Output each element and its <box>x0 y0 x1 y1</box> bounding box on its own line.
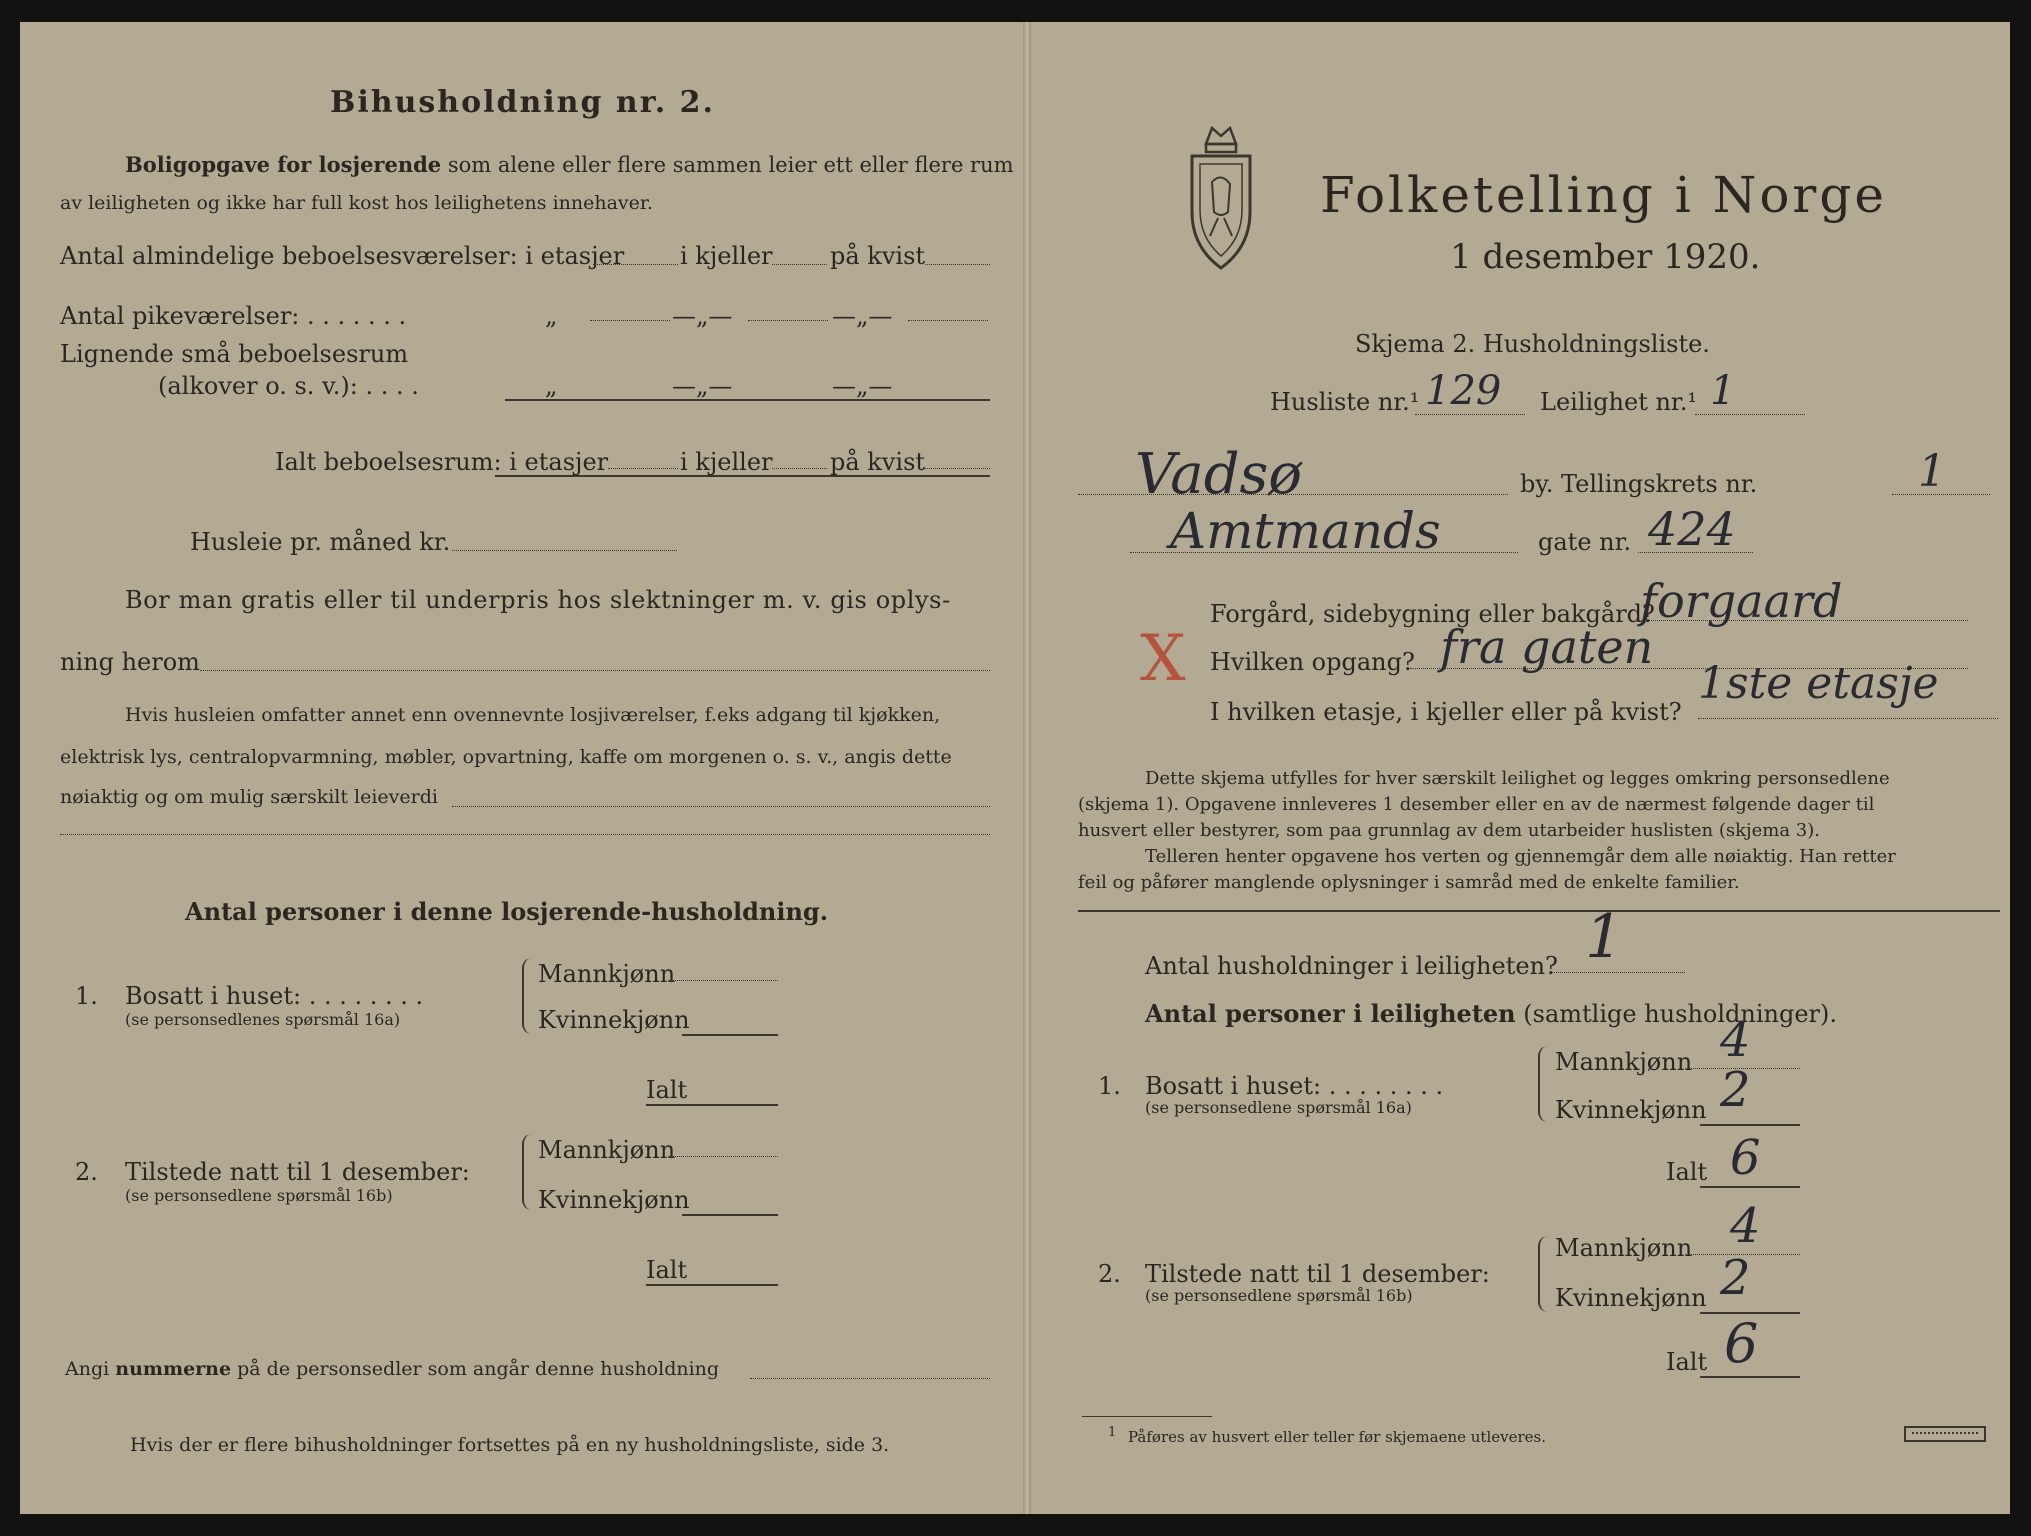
left-q2-kvinne-line[interactable] <box>682 1214 778 1216</box>
husleie-line[interactable] <box>452 550 677 551</box>
angi-line-fill[interactable] <box>750 1378 990 1379</box>
hvis-line-extra[interactable] <box>60 834 990 835</box>
angi-pre: Angi <box>65 1358 110 1380</box>
census-form-sheet <box>20 22 2010 1514</box>
right-q1-brace <box>1538 1046 1550 1122</box>
right-q2-ialt: Ialt <box>1666 1348 1708 1376</box>
left-personer-heading: Antal personer i denne losjerende-husholdning. <box>185 897 829 926</box>
hvis-line-1: Hvis husleien omfatter annet enn ovennevnte losjiværelser, f.eks adgang til kjøkken, <box>125 704 941 726</box>
pike-dash-2: —„— <box>832 302 893 330</box>
opgang-label: Hvilken opgang? <box>1210 648 1415 676</box>
rooms-kvist-line[interactable] <box>925 264 990 265</box>
left-q1-label: Bosatt i huset: . . . . . . . . <box>125 982 424 1010</box>
town-value: Vadsø <box>1135 442 1302 507</box>
info-line-1: Dette skjema utfylles for hver særskilt leilighet og legges omkring personsedlene <box>1145 768 1890 789</box>
right-q2-ialt-line[interactable] <box>1700 1376 1800 1378</box>
ialt-kvist: på kvist <box>830 448 926 476</box>
ialt-rooms-label: Ialt beboelsesrum: i etasjer <box>275 448 609 476</box>
right-q2-label: Tilstede natt til 1 desember: <box>1145 1260 1490 1288</box>
rooms-etasjer-line[interactable] <box>593 264 678 265</box>
hush-label: Antal husholdninger i leiligheten? <box>1145 952 1558 980</box>
ialt-kjeller: i kjeller <box>680 448 773 476</box>
opgang-value: fra gaten <box>1440 620 1654 674</box>
hush-line[interactable] <box>1550 972 1685 973</box>
etasje-label: I hvilken etasje, i kjeller eller på kvist? <box>1210 698 1682 726</box>
ialt-kjeller-line[interactable] <box>772 468 827 469</box>
lignende-ditto: „ <box>545 372 558 400</box>
forgaard-label: Forgård, sidebygning eller bakgård? <box>1210 600 1655 628</box>
intro-bold: Boligopgave for losjerende <box>125 152 442 177</box>
footnote-text: Påføres av husvert eller teller før skjemaene utleveres. <box>1128 1428 1546 1446</box>
husleie-label: Husleie pr. måned kr. <box>190 528 451 556</box>
coat-of-arms-icon <box>1188 122 1254 272</box>
left-footer: Hvis der er flere bihusholdninger fortsettes på en ny husholdningsliste, side 3. <box>130 1434 890 1456</box>
right-q1-mann: Mannkjønn <box>1555 1048 1693 1076</box>
left-q1-sub: (se personsedlenes spørsmål 16a) <box>125 1010 401 1029</box>
left-q1-mann-line[interactable] <box>668 980 778 981</box>
right-page-husholdningsliste <box>1030 22 2010 1514</box>
info-line-3: husvert eller bestyrer, som paa grunnlag av dem utarbeider huslisten (skjema 3). <box>1078 820 1820 841</box>
etasje-line[interactable] <box>1698 718 1998 719</box>
left-q2-brace <box>522 1134 534 1210</box>
ialt-kvist-line[interactable] <box>925 468 990 469</box>
info-divider <box>1078 910 2000 912</box>
street-value: Amtmands <box>1170 502 1441 560</box>
ialt-etasjer-line[interactable] <box>608 468 678 469</box>
pike-line-2[interactable] <box>748 320 828 321</box>
lignende-dash-2: —„— <box>832 372 893 400</box>
by-label: by. Tellingskrets nr. <box>1520 470 1758 498</box>
lignende-underline <box>505 399 990 401</box>
left-q1-kvinne-line[interactable] <box>682 1034 778 1036</box>
left-q1-mann: Mannkjønn <box>538 960 676 988</box>
footnote-rule <box>1082 1416 1212 1417</box>
right-q1-num: 1. <box>1098 1072 1121 1100</box>
hvis-line-2: elektrisk lys, centralopvarmning, møbler, opvartning, kaffe om morgenen o. s. v., angis dette <box>60 746 952 768</box>
right-q1-sub: (se personsedlene spørsmål 16a) <box>1145 1098 1412 1117</box>
lignende-label-2: (alkover o. s. v.): . . . . <box>158 372 419 400</box>
right-q1-ialt: Ialt <box>1666 1158 1708 1186</box>
right-q2-sub: (se personsedlene spørsmål 16b) <box>1145 1286 1413 1305</box>
gratis-line-2: ning herom <box>60 648 200 676</box>
left-q2-num: 2. <box>75 1158 98 1186</box>
pers-rest: (samtlige husholdninger). <box>1523 1000 1838 1028</box>
right-title: Folketelling i Norge <box>1320 166 1887 224</box>
gratis-line-1: Bor man gratis eller til underpris hos slektninger m. v. gis oplys- <box>125 586 951 614</box>
street-line[interactable] <box>1130 552 1518 553</box>
pike-line-3[interactable] <box>908 320 988 321</box>
left-q2-ialt-line[interactable] <box>646 1284 778 1286</box>
right-q2-kvinne: Kvinnekjønn <box>1555 1284 1707 1312</box>
right-q1-kvinne-value: 2 <box>1720 1062 1751 1118</box>
krets-value: 1 <box>1918 446 1946 497</box>
leilighet-value: 1 <box>1710 368 1736 414</box>
left-q2-ialt: Ialt <box>646 1256 688 1284</box>
left-q1-kvinne: Kvinnekjønn <box>538 1006 690 1034</box>
info-line-4: Telleren henter opgavene hos verten og gjennemgår dem alle nøiaktig. Han retter <box>1145 846 1896 867</box>
angi-post: på de personsedler som angår denne husholdning <box>237 1358 720 1380</box>
pike-label: Antal pikeværelser: . . . . . . . <box>60 302 407 330</box>
right-q2-num: 2. <box>1098 1260 1121 1288</box>
left-q2-label: Tilstede natt til 1 desember: <box>125 1158 470 1186</box>
leilighet-line[interactable] <box>1695 414 1805 415</box>
skjema-label: Skjema 2. Husholdningsliste. <box>1355 330 1710 358</box>
angi-line <box>65 1360 719 1379</box>
left-q1-ialt: Ialt <box>646 1076 688 1104</box>
hush-value: 1 <box>1585 902 1624 972</box>
forgaard-value: forgaard <box>1640 574 1843 628</box>
left-q1-ialt-line[interactable] <box>646 1104 778 1106</box>
left-page-bihusholdning <box>20 22 1025 1514</box>
pers-bold: Antal personer i leiligheten <box>1145 999 1516 1028</box>
intro-rest: som alene eller flere sammen leier ett eller flere rum <box>447 153 1014 177</box>
right-q1-mann-value: 4 <box>1720 1012 1751 1068</box>
town-line[interactable] <box>1078 494 1508 495</box>
right-q2-kvinne-value: 2 <box>1720 1250 1751 1306</box>
left-q2-kvinne: Kvinnekjønn <box>538 1186 690 1214</box>
right-q2-ialt-value: 6 <box>1724 1312 1759 1375</box>
gratis-line[interactable] <box>200 670 990 671</box>
info-line-5: feil og påfører manglende oplysninger i samråd med de enkelte familier. <box>1078 872 1740 893</box>
angi-bold: nummerne <box>115 1358 232 1380</box>
footnote-num: 1 <box>1108 1425 1117 1440</box>
hvis-line[interactable] <box>452 806 990 807</box>
left-q1-num: 1. <box>75 982 98 1010</box>
lignende-label-1: Lignende små beboelsesrum <box>60 340 409 368</box>
husliste-value: 129 <box>1425 368 1502 414</box>
rooms-kjeller-line[interactable] <box>772 264 827 265</box>
right-q1-kvinne: Kvinnekjønn <box>1555 1096 1707 1124</box>
rooms-kjeller: i kjeller <box>680 242 773 270</box>
pike-ditto: „ <box>545 302 558 330</box>
husliste-label: Husliste nr.¹ <box>1270 388 1420 416</box>
printer-stamp-icon <box>1904 1426 1986 1442</box>
right-q1-ialt-value: 6 <box>1730 1130 1761 1186</box>
gate-label: gate nr. <box>1538 528 1632 556</box>
right-q1-label: Bosatt i huset: . . . . . . . . <box>1145 1072 1444 1100</box>
right-q1-ialt-line[interactable] <box>1700 1186 1800 1188</box>
right-q2-brace <box>1538 1236 1550 1312</box>
right-q2-mann: Mannkjønn <box>1555 1234 1693 1262</box>
red-x-mark: X <box>1140 622 1186 696</box>
pike-line-1[interactable] <box>590 320 670 321</box>
intro-line-2: av leiligheten og ikke har full kost hos leilighetens innehaver. <box>60 192 653 214</box>
rooms-label: Antal almindelige beboelsesværelser: i etasjer <box>60 242 625 270</box>
intro-line-1 <box>125 154 1014 176</box>
right-date: 1 desember 1920. <box>1450 237 1761 277</box>
rooms-kvist: på kvist <box>830 242 926 270</box>
hvis-line-3: nøiaktig og om mulig særskilt leieverdi <box>60 786 438 808</box>
left-q2-sub: (se personsedlene spørsmål 16b) <box>125 1186 393 1205</box>
gate-value: 424 <box>1648 502 1736 556</box>
left-q2-mann: Mannkjønn <box>538 1136 676 1164</box>
left-title: Bihusholdning nr. 2. <box>330 85 715 120</box>
forgaard-line[interactable] <box>1638 620 1968 621</box>
right-q1-kvinne-line[interactable] <box>1700 1124 1800 1126</box>
right-q2-mann-value: 4 <box>1730 1198 1761 1254</box>
husliste-line[interactable] <box>1415 414 1525 415</box>
left-q2-mann-line[interactable] <box>668 1156 778 1157</box>
etasje-value: 1ste etasje <box>1698 658 1939 709</box>
gate-line[interactable] <box>1638 552 1753 553</box>
pike-dash-1: —„— <box>672 302 733 330</box>
lignende-dash-1: —„— <box>672 372 733 400</box>
left-q1-brace <box>522 958 534 1034</box>
leilighet-label: Leilighet nr.¹ <box>1540 388 1698 416</box>
krets-line[interactable] <box>1892 494 1990 495</box>
info-line-2: (skjema 1). Opgavene innleveres 1 desember eller en av de nærmest følgende dager til <box>1078 794 1875 815</box>
